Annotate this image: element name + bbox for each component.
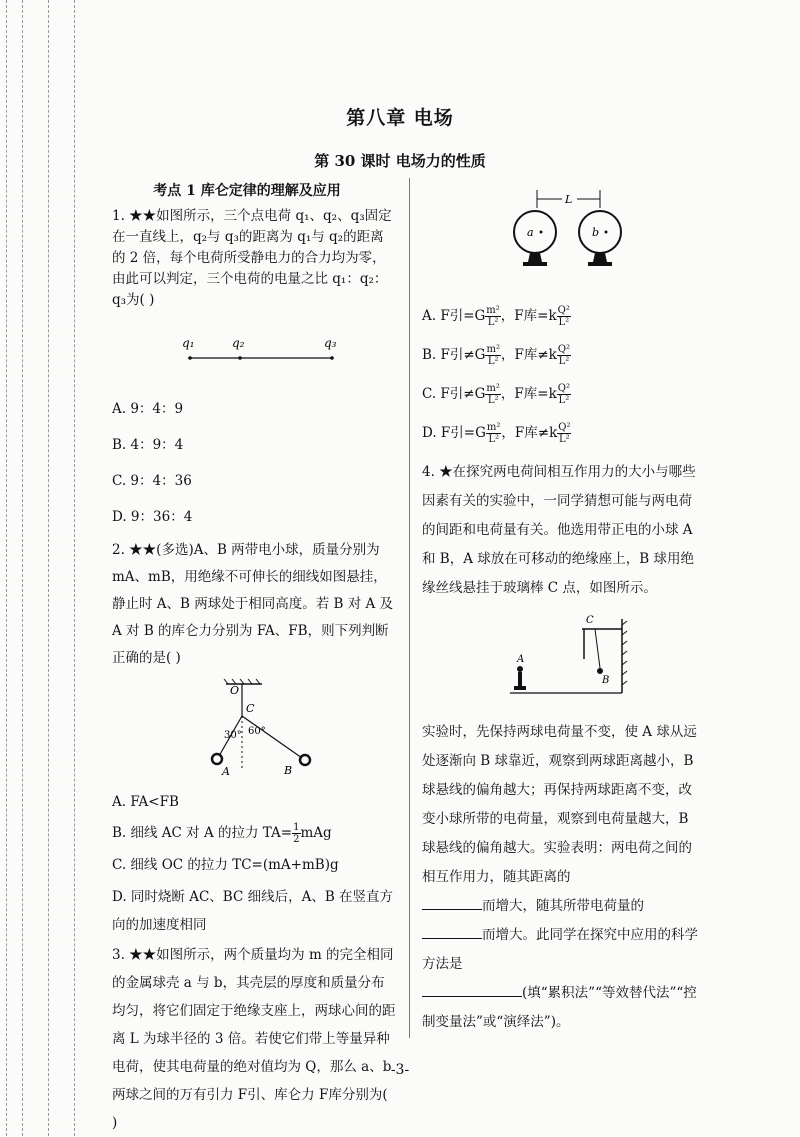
- q2-label: q₂: [232, 336, 245, 350]
- frac-den: L²: [487, 356, 499, 367]
- opt-text: C. F引≠G: [422, 386, 486, 402]
- q4-body-3: 而增大。此同学在探究中应用的科学方法是: [422, 927, 698, 972]
- q1-charges-figure: [112, 311, 397, 381]
- answer-blank-2[interactable]: [422, 924, 482, 939]
- distance-l-label: L: [565, 193, 573, 206]
- question-4-body: [422, 718, 702, 1037]
- page-number: -3-: [390, 1062, 410, 1078]
- q1-option-c[interactable]: C. 9：4：36: [112, 473, 192, 489]
- frac-den: L²: [487, 317, 499, 328]
- frac-num: 1: [293, 822, 300, 833]
- q2-options: [112, 788, 397, 939]
- q3-option-c[interactable]: [422, 378, 702, 411]
- fraction: [557, 305, 571, 328]
- frac-num: Q²: [558, 422, 571, 433]
- q1-options: [112, 391, 397, 535]
- frac-num: Q²: [557, 305, 570, 316]
- column-divider: [409, 178, 410, 1038]
- fraction: [486, 422, 502, 445]
- left-column: [112, 178, 397, 1137]
- frac-den: L²: [558, 317, 570, 328]
- frac-den: L²: [559, 434, 570, 445]
- q3-option-b[interactable]: [422, 339, 702, 372]
- q4-body-1: 实验时，先保持两球电荷量不变，使 A 球从远处逐渐向 B 球靠近，观察到两球距离越小，B 球悬线的偏角越大；再保持两球距离不变，改变小球所带的电荷量，观察到电荷量越大，B 球悬线的偏角越大。实验表明：两电荷之间的相互作用力，随其距离的: [422, 724, 697, 885]
- opt-text: ，F库=k: [500, 308, 557, 324]
- frac-num: m²: [486, 344, 500, 355]
- q4-body-4: (填“累积法”“等效替代法”“控制变量法”或“演绎法”)。: [422, 985, 697, 1030]
- opt-text: ，F库≠k: [500, 347, 557, 363]
- q1-label: q₁: [182, 336, 195, 350]
- frac-den: L²: [488, 434, 499, 445]
- point-c-label: C: [246, 702, 255, 715]
- angle-30-label: 30°: [224, 730, 242, 741]
- opt-text: D. F引=G: [422, 425, 486, 441]
- fraction: [292, 822, 300, 845]
- right-column: [422, 178, 702, 1037]
- frac-den: L²: [558, 395, 570, 406]
- frac-num: m²: [486, 383, 500, 394]
- opt-text: ，F库=k: [500, 386, 557, 402]
- q3-option-d[interactable]: [422, 417, 702, 450]
- q3-spheres-figure: [422, 186, 702, 286]
- ball-a-label: A: [517, 654, 525, 665]
- q3-label: q₃: [324, 336, 337, 350]
- fraction: [485, 344, 501, 367]
- q1-option-a[interactable]: A. 9：4：9: [112, 401, 184, 417]
- q2-option-c[interactable]: C. 细线 OC 的拉力 TC=(mA+mB)g: [112, 857, 339, 873]
- frac-den: L²: [558, 356, 570, 367]
- q3-option-a[interactable]: [422, 300, 702, 333]
- question-2-stem: 2. ★★(多选)A、B 两带电小球，质量分别为 mA、mB，用绝缘不可伸长的细线如图悬挂，静止时 A、B 两球处于相同高度。若 B 对 A 及 A 对 B 的库仑力分别为 FA、FB，则下列判断正确的是( ): [112, 542, 394, 666]
- frac-den: 2: [293, 834, 300, 845]
- ball-b-label: B: [602, 675, 610, 686]
- question-1-stem: 1. ★★如图所示，三个点电荷 q₁、q₂、q₃固定在一直线上，q₂与 q₃的距离为 q₁与 q₂的距离的 2 倍，每个电荷所受静电力的合力均为零，由此可以判定，三个电荷的电量之比 q₁：q₂：q₃为( ): [112, 208, 392, 308]
- point-c-label: C: [586, 615, 594, 626]
- question-4-stem: 4. ★在探究两电荷间相互作用力的大小与哪些因素有关的实验中，一同学猜想可能与两电荷的间距和电荷量有关。他选用带正电的小球 A 和 B，A 球放在可移动的绝缘座上，B 球用绝缘丝线悬挂于玻璃棒 C 点，如图所示。: [422, 464, 696, 596]
- q2-option-d[interactable]: D. 同时烧断 AC、BC 细线后，A、B 在竖直方向的加速度相同: [112, 889, 394, 933]
- fraction: [485, 305, 501, 328]
- opt-text: ，F库≠k: [501, 425, 558, 441]
- fraction: [557, 383, 571, 406]
- opt-text: B. F引≠G: [422, 347, 486, 363]
- q1-option-d[interactable]: D. 9：36：4: [112, 509, 193, 525]
- frac-num: m²: [486, 422, 501, 433]
- frac-den: L²: [487, 395, 499, 406]
- answer-blank-1[interactable]: [422, 895, 482, 910]
- answer-blank-3[interactable]: [422, 982, 522, 997]
- q2-option-b-text: B. 细线 AC 对 A 的拉力 TA=: [112, 825, 293, 841]
- sphere-a-label: a: [527, 226, 534, 239]
- frac-num: m²: [486, 305, 500, 316]
- q2-pendulum-figure: [112, 676, 397, 776]
- q4-apparatus-figure: [422, 611, 702, 706]
- q2-option-b[interactable]: [112, 819, 397, 847]
- fraction: [485, 383, 501, 406]
- chapter-title: 第八章 电场: [346, 107, 454, 129]
- q1-option-b[interactable]: B. 4：9：4: [112, 437, 184, 453]
- frac-num: Q²: [557, 344, 571, 355]
- ball-a-label: A: [222, 765, 230, 776]
- sphere-b-label: b: [592, 226, 600, 239]
- point-o-label: O: [230, 684, 240, 697]
- lesson-title: 第 30 课时 电场力的性质: [314, 152, 486, 170]
- ball-b-label: B: [284, 764, 293, 776]
- fraction: [557, 344, 571, 367]
- q2-option-a[interactable]: A. FA<FB: [112, 794, 179, 810]
- section-heading: 考点 1 库仑定律的理解及应用: [153, 183, 341, 199]
- angle-60-label: 60°: [248, 726, 266, 737]
- frac-num: Q²: [557, 383, 570, 394]
- question-3-stem: 3. ★★如图所示，两个质量均为 m 的完全相同的金属球壳 a 与 b，其壳层的厚度和质量分布均匀，将它们固定于绝缘支座上，两球心间的距离 L 为球半径的 3 倍。若使它们带上等量异种电荷，使其电荷量的绝对值均为 Q，那么 a、b 两球之间的万有引力 F引、库仑力 F库分别为( ): [112, 947, 396, 1131]
- q4-body-2: 而增大，随其所带电荷量的: [482, 898, 644, 914]
- q3-options: [422, 300, 702, 450]
- fraction: [557, 422, 571, 445]
- q2-option-b-tail: mAg: [300, 825, 332, 841]
- opt-text: A. F引=G: [422, 308, 486, 324]
